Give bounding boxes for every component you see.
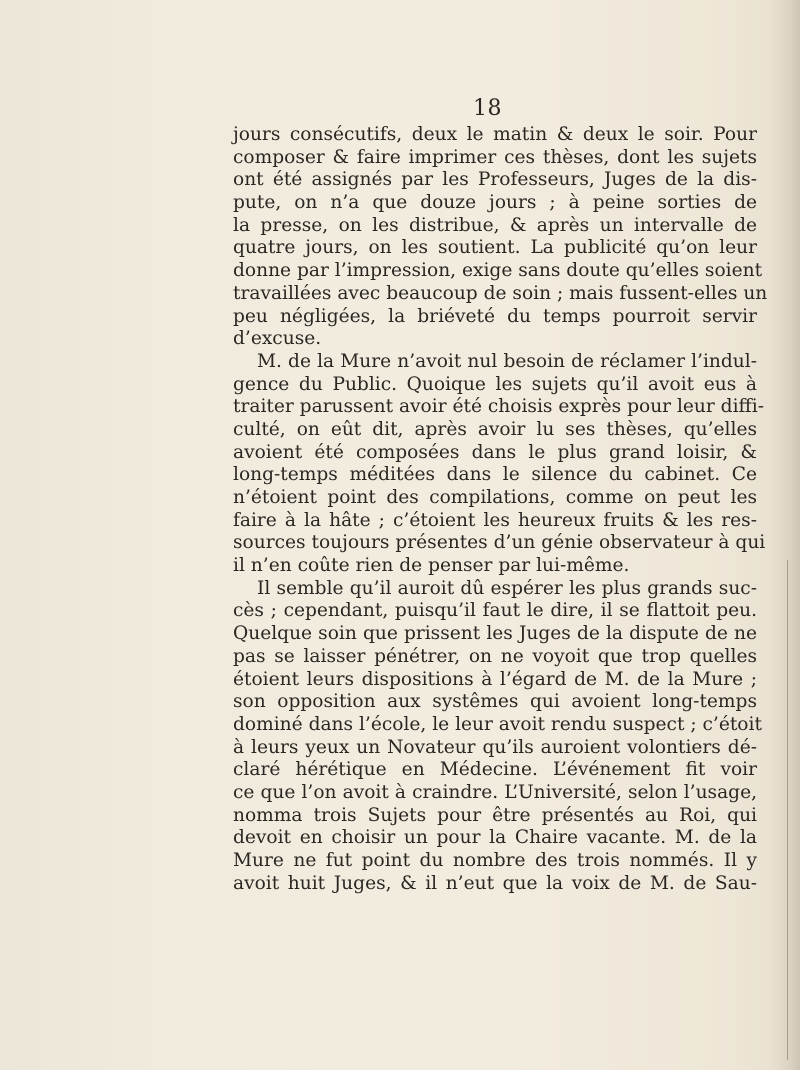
text-line: claré hérétique en Médecine. L’événement fit voir (233, 759, 757, 781)
text-line: culté, on eût dit, après avoir lu ses thèses, qu’elles (233, 418, 757, 440)
text-line: sources toujours présentes d’un génie observateur à qui (233, 532, 766, 554)
text-line: peu négligées, la briéveté du temps pourroit servir (233, 305, 757, 327)
text-line: quatre jours, on les soutient. La publicité qu’on leur (233, 237, 757, 259)
text-line: nomma trois Sujets pour être présentés au Roi, qui (233, 804, 757, 826)
text-line: Mure ne fut point du nombre des trois nommés. Il y (233, 850, 757, 871)
text-line: avoient été composées dans le plus grand loisir, & (233, 441, 757, 463)
text-line: d’excuse. (233, 328, 322, 350)
text-line: Quelque soin que prissent les Juges de la dispute de ne (233, 623, 757, 645)
text-line: dominé dans l’école, le leur avoit rendu suspect ; c’étoit (233, 713, 762, 735)
text-line: cès ; cependant, puisqu’il faut le dire, il se flattoit peu. (233, 600, 757, 622)
page-edge-line (787, 560, 788, 1060)
text-line: long-temps méditées dans le silence du cabinet. Ce (233, 464, 757, 486)
text-line: traiter parussent avoir été choisis exprès pour leur diffi- (233, 396, 764, 418)
page-edge-shadow (770, 0, 800, 1070)
text-line: ce que l’on avoit à craindre. L’Université, selon l’usage, (233, 781, 757, 803)
text-line: pas se laisser pénétrer, on ne voyoit que trop quelles (233, 645, 757, 667)
text-line: composer & faire imprimer ces thèses, dont les sujets (233, 146, 757, 168)
text-line: avoit huit Juges, & il n’eut que la voix de M. de Sau- (233, 872, 757, 894)
body-text (233, 124, 768, 895)
text-line: son opposition aux systêmes qui avoient long-temps (233, 691, 757, 713)
text-line: Il semble qu’il auroit dû espérer les plus grands suc- (257, 577, 757, 599)
text-line: à leurs yeux un Novateur qu’ils auroient volontiers dé- (233, 736, 757, 758)
text-line: gence du Public. Quoique les sujets qu’il avoit eus à (233, 373, 757, 395)
text-line: étoient leurs dispositions à l’égard de M. de la Mure ; (233, 668, 757, 690)
text-line: ont été assignés par les Professeurs, Juges de la dis- (233, 169, 757, 191)
text-line: il n’en coûte rien de penser par lui-même. (233, 555, 630, 577)
text-line: la presse, on les distribue, & après un intervalle de (233, 214, 757, 236)
text-line: donne par l’impression, exige sans doute qu’elles soient (233, 260, 763, 282)
text-line: travaillées avec beaucoup de soin ; mais fussent-elles un (233, 282, 768, 304)
text-line: pute, on n’a que douze jours ; à peine sorties de (233, 192, 757, 214)
text-line: faire à la hâte ; c’étoient les heureux fruits & les res- (233, 509, 757, 531)
text-line: M. de la Mure n’avoit nul besoin de réclamer l’indul- (257, 350, 757, 372)
text-line: jours consécutifs, deux le matin & deux le soir. Pour (233, 124, 757, 145)
page-number: 18 (473, 96, 502, 121)
text-line: n’étoient point des compilations, comme on peut les (233, 487, 757, 508)
text-line: devoit en choisir un pour la Chaire vacante. M. de la (233, 827, 757, 849)
